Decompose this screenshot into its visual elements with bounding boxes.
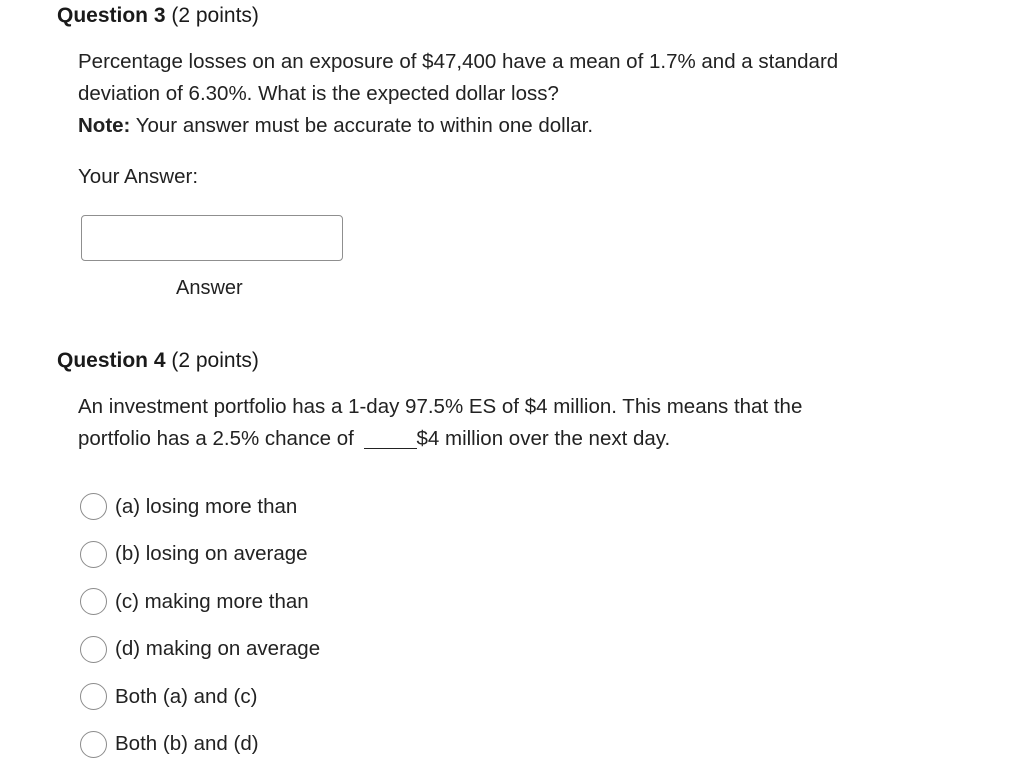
question-4-header bbox=[57, 348, 259, 374]
answer-caption: Answer bbox=[176, 274, 243, 302]
radio-button[interactable] bbox=[80, 493, 107, 520]
answer-input[interactable] bbox=[81, 215, 343, 261]
question-3-text bbox=[78, 46, 958, 142]
answer-options bbox=[80, 483, 320, 768]
option-label: (d) making on average bbox=[115, 635, 320, 663]
radio-button[interactable] bbox=[80, 636, 107, 663]
option-d[interactable] bbox=[80, 626, 320, 674]
radio-button[interactable] bbox=[80, 588, 107, 615]
question-3-note bbox=[78, 110, 958, 142]
radio-button[interactable] bbox=[80, 541, 107, 568]
option-label: Both (a) and (c) bbox=[115, 683, 257, 711]
your-answer-label: Your Answer: bbox=[78, 162, 198, 192]
question-4-line-2 bbox=[78, 423, 958, 455]
fill-in-blank bbox=[364, 426, 417, 449]
note-text: Your answer must be accurate to within one dollar. bbox=[130, 114, 593, 137]
question-3-points: (2 points) bbox=[171, 4, 259, 27]
question-3-header bbox=[57, 3, 259, 29]
radio-button[interactable] bbox=[80, 683, 107, 710]
option-label: Both (b) and (d) bbox=[115, 730, 259, 758]
question-3-line-1: Percentage losses on an exposure of $47,400 have a mean of 1.7% and a standard bbox=[78, 46, 958, 78]
question-4-line-2-before: portfolio has a 2.5% chance of bbox=[78, 427, 360, 450]
option-label: (c) making more than bbox=[115, 588, 309, 616]
option-a[interactable] bbox=[80, 483, 320, 531]
question-3-line-2: deviation of 6.30%. What is the expected dollar loss? bbox=[78, 78, 958, 110]
note-label: Note: bbox=[78, 114, 130, 137]
option-both-b-d[interactable] bbox=[80, 721, 320, 768]
option-both-a-c[interactable] bbox=[80, 673, 320, 721]
question-4-line-2-after: $4 million over the next day. bbox=[417, 427, 671, 450]
question-4-text bbox=[78, 391, 958, 455]
option-label: (b) losing on average bbox=[115, 540, 308, 568]
question-4-points: (2 points) bbox=[171, 349, 259, 372]
question-4-title: Question 4 bbox=[57, 349, 166, 372]
option-label: (a) losing more than bbox=[115, 493, 297, 521]
option-c[interactable] bbox=[80, 578, 320, 626]
question-4-line-1: An investment portfolio has a 1-day 97.5% ES of $4 million. This means that the bbox=[78, 391, 958, 423]
question-3-title: Question 3 bbox=[57, 4, 166, 27]
option-b[interactable] bbox=[80, 531, 320, 579]
